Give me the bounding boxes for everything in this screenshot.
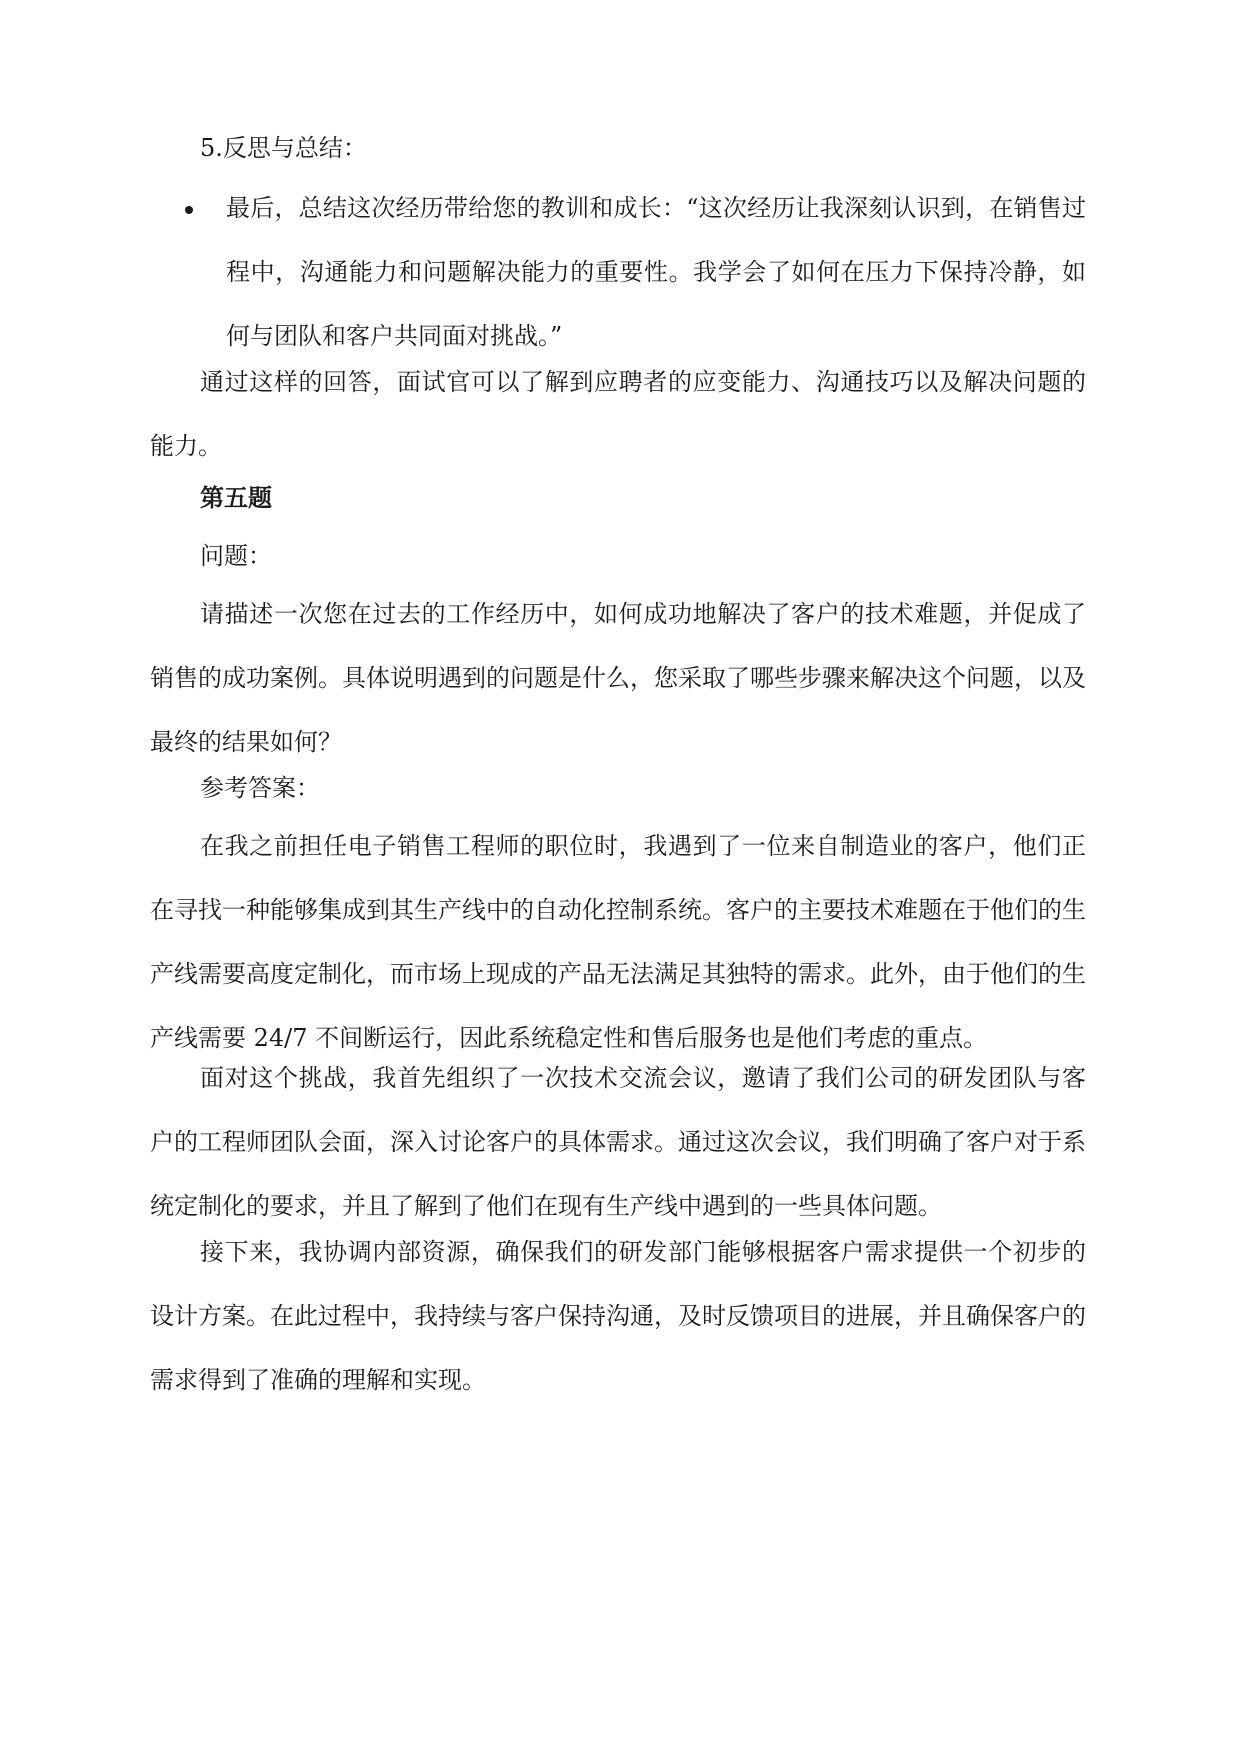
bullet-list-item — [150, 176, 1086, 368]
bullet-dot-icon — [185, 206, 193, 214]
question-text: 请描述一次您在过去的工作经历中，如何成功地解决了客户的技术难题，并促成了销售的成功案例。具体说明遇到的问题是什么，您采取了哪些步骤来解决这个问题，以及最终的结果如何？ — [150, 600, 1086, 756]
section-item-reflection: 5.反思与总结： — [200, 134, 367, 162]
bullet-text: 最后，总结这次经历带给您的教训和成长：“这次经历让我深刻认识到，在销售过程中，沟通能力和问题解决能力的重要性。我学会了如何在压力下保持冷静，如何与团队和客户共同面对挑战。” — [226, 194, 1086, 350]
question-label: 问题： — [200, 542, 272, 570]
answer-paragraph-1: 在我之前担任电子销售工程师的职位时，我遇到了一位来自制造业的客户，他们正在寻找一种能够集成到其生产线中的自动化控制系统。客户的主要技术难题在于他们的生产线需要高度定制化，而市场上现成的产品无法满足其独特的需求。此外，由于他们的生产线需要 24/7 不间断运行，因此系统稳定性和售后服务也是他们考虑的重点。 — [150, 832, 1086, 1052]
answer-paragraph-2: 面对这个挑战，我首先组织了一次技术交流会议，邀请了我们公司的研发团队与客户的工程师团队会面，深入讨论客户的具体需求。通过这次会议，我们明确了客户对于系统定制化的要求，并且了解到了他们在现有生产线中遇到的一些具体问题。 — [150, 1064, 1086, 1220]
answer-label: 参考答案： — [200, 774, 320, 802]
answer-paragraph-3: 接下来，我协调内部资源，确保我们的研发部门能够根据客户需求提供一个初步的设计方案。在此过程中，我持续与客户保持沟通，及时反馈项目的进展，并且确保客户的需求得到了准确的理解和实现。 — [150, 1238, 1086, 1394]
question-heading: 第五题 — [200, 483, 272, 512]
summary-paragraph: 通过这样的回答，面试官可以了解到应聘者的应变能力、沟通技巧以及解决问题的能力。 — [150, 368, 1086, 460]
